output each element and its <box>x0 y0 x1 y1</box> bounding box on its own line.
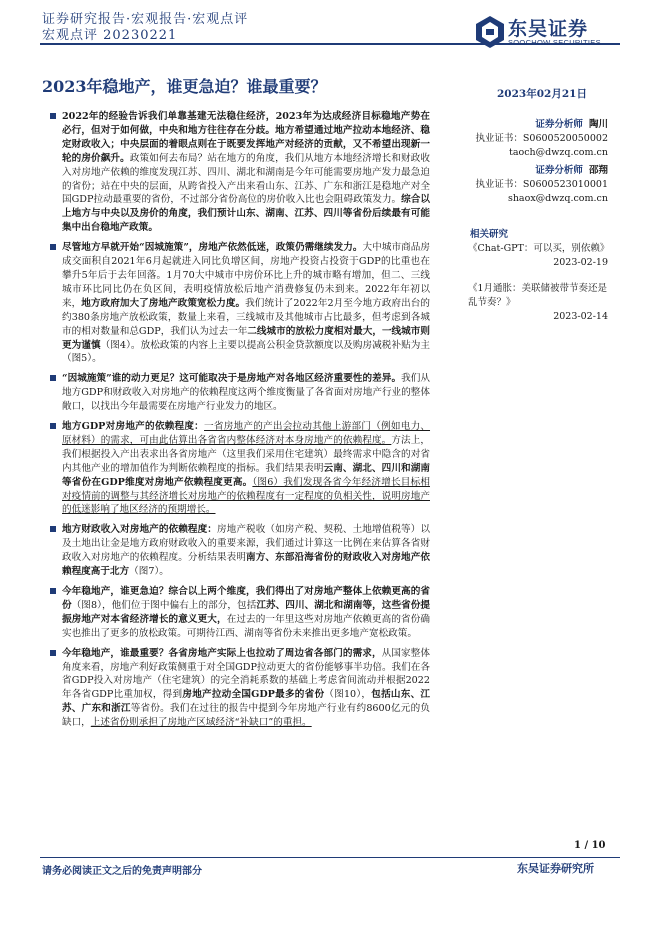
analyst-name: 陶川 <box>588 119 608 130</box>
paragraph-text: 我们从地方GDP和财政收入对房地产的依赖程度这两个维度衡量了各省面对房地产行业的整体敞口，以找出今年最需要在房地产行业发力的地区。 <box>62 373 430 413</box>
paragraph-text: 包括山东、江苏、广东和浙江 <box>62 689 431 715</box>
paragraph-text: 二线城市的放松力度相对最大，一线城市则更为谨慎 <box>62 325 430 351</box>
bullet-square-icon <box>50 526 56 532</box>
research-institute: 东吴证券研究所 <box>517 862 594 875</box>
paragraph-text: （图4）。放松政策的内容上主要以提高公积金贷款额度以及购房减税补贴为主（图5）。 <box>62 339 431 365</box>
report-body <box>62 110 430 736</box>
paragraph-text: 江苏、四川、湖北和湖南等，这些省份提振房地产对本省经济增长的意义更大， <box>62 599 430 625</box>
paragraph-text: 今年稳地产，谁更急迫？综合以上两个维度，我们得出了对房地产整体上依赖更高的省份 <box>62 586 430 611</box>
paragraph-text: 2022年的经验告诉我们单靠基建无法稳住经济，2023年为达成经济目标稳地产势在必行，但对于如何做，中央和地方往往存在分歧。地方希望通过地产拉动本地经济、稳定财政收入；中央层面的着眼点则在于既要发挥地产对经济的贡献，又不希望出现新一轮的房价飙升。 <box>62 111 430 164</box>
summary-paragraph <box>62 241 430 366</box>
paragraph-text: 地方政府加大了房地产政策宽松力度。 <box>81 297 246 309</box>
summary-paragraph <box>62 110 430 235</box>
report-date: 2023年02月21日 <box>497 88 587 100</box>
bullet-square-icon <box>50 375 56 381</box>
paragraph-text: （图6）我们发现各省今年经济增长目标相对疫情前的调整与其经济增长对房地产的依赖程度有一定程度的负相关性，说明房地产的低迷影响了地区经济的预期增长。 <box>62 476 430 516</box>
paragraph-text: 方法上，我们根据投入产出表求出各省房地产（这里我们采用住宅建筑）最终需求中隐含的对省内其他产业的增加值作为判断依赖程度的指标。我们结果表明 <box>62 434 431 474</box>
soochow-logo-icon <box>476 16 504 48</box>
paragraph-text: “因城施策”谁的动力更足？这可能取决于是房地产对各地区经济重要性的差异。 <box>62 373 402 385</box>
paragraph-text: 今年稳地产，谁最重要？各省房地产实际上也拉动了周边省各部门的需求， <box>62 647 382 659</box>
disclaimer-note: 请务必阅读正文之后的免责声明部分 <box>42 866 202 877</box>
bullet-square-icon <box>50 113 56 119</box>
analyst-name: 邵翔 <box>588 165 608 176</box>
paragraph-text: 云南、湖北、四川和湖南等省份在GDP维度对房地产依赖程度更高。 <box>62 462 431 488</box>
analyst-role: 证券分析师 <box>535 119 583 130</box>
paragraph-text: （图7）。 <box>129 566 169 578</box>
report-type: 宏观点评 20230221 <box>42 28 178 43</box>
related-item-date: 2023-02-14 <box>553 311 608 322</box>
paragraph-text: 在过去的一年里这些对房地产依赖更高的省份确实也推出了更多的放松政策。可期待江西、湖南等省份未来推出更多地产宽松政策。 <box>62 613 431 639</box>
paragraph-text: 房地产拉动全国GDP最多的省份 <box>182 689 325 701</box>
summary-paragraph <box>62 420 430 517</box>
paragraph-text: 上述省份则承担了房地产区域经济“补缺口”的重担。 <box>90 717 312 729</box>
summary-paragraph <box>62 585 430 641</box>
paragraph-text: 等省份。我们在过往的报告中提到今年房地产行业有约8600亿元的负缺口， <box>62 703 430 729</box>
related-item[interactable] <box>468 242 608 270</box>
related-research-title: 相关研究 <box>470 229 509 240</box>
brand-name-en: SOOCHOW SECURITIES <box>508 38 601 47</box>
page-title: 2023年稳地产，谁更急迫？谁最重要？ <box>42 77 327 96</box>
paragraph-text: （图10）， <box>324 689 372 701</box>
analyst-1 <box>470 118 608 160</box>
paragraph-text: 政策如何去布局？站在地方的角度，我们从地方本地经济增长和财政收入对房地产依赖的维度发现江苏、四川、湖北和湖南是今年可能需要房地产发力最急迫的省份；站在中央的层面，从跨省投入产出来看山东、江苏、广东和浙江是稳地产对全国GDP拉动最重要的省份，不过部分省份高位的房价收入比也会阻碍政策发力。 <box>62 152 431 206</box>
paragraph-text: 我们统计了2022年2月至今地方政府出台的约380条房地产放松政策，数量上来看，三线城市及其他城市占比最多，但考虑到各城市的相对数量和总GDP，我们认为过去一年 <box>62 297 430 337</box>
related-item[interactable] <box>468 282 608 324</box>
analyst-cert: 执业证书：S0600520050002 <box>475 133 608 144</box>
paragraph-text: （图8），他们位于图中偏右上的部分，包括 <box>71 599 257 611</box>
analyst-2 <box>470 164 608 206</box>
paragraph-text: 南方、东部沿海省份的财政收入对房地产依赖程度高于北方 <box>62 552 431 578</box>
related-item-title[interactable]: 《1月通胀：美联储被带节奏还是乱节奏？》 <box>468 283 608 308</box>
summary-paragraph <box>62 372 430 414</box>
brand-name-cn: 东吴证券 <box>508 18 589 40</box>
paragraph-text: 地方财政收入对房地产的依赖程度： <box>62 524 217 536</box>
paragraph-text: 从国家整体角度来看，房地产利好政策侧重于对全国GDP拉动更大的省份能够事半功倍。我们在各省GDP投入对房地产（住宅建筑）的完全消耗系数的基础上考虑省间流动并根据2022年各省GDP比重加权，得到 <box>62 647 431 701</box>
analyst-role: 证券分析师 <box>535 165 583 176</box>
summary-paragraph <box>62 647 430 730</box>
report-series: 证券研究报告·宏观报告·宏观点评 <box>42 12 249 27</box>
paragraph-text: 综合以上地方与中央以及房价的角度，我们预计山东、湖南、江苏、四川等省份后续最有可能集中出台稳地产政策。 <box>62 194 430 234</box>
bullet-square-icon <box>50 244 56 250</box>
page-number: 1 / 10 <box>574 840 606 851</box>
bullet-square-icon <box>50 588 56 594</box>
paragraph-text: 一省房地产的产出会拉动其他上游部门（例如电力、原材料）的需求，可由此估算出各省省内整体经济对本身房地产的依赖程度。 <box>62 421 431 446</box>
summary-paragraph <box>62 523 430 579</box>
analyst-email[interactable]: taoch@dwzq.com.cn <box>509 147 608 158</box>
paragraph-text: 地方GDP对房地产的依赖程度： <box>62 421 205 433</box>
related-item-date: 2023-02-19 <box>553 257 608 268</box>
analyst-cert: 执业证书：S0600523010001 <box>475 179 608 190</box>
related-item-title[interactable]: 《Chat-GPT：可以买，别依赖》 <box>468 243 610 254</box>
analyst-email[interactable]: shaox@dwzq.com.cn <box>507 193 608 204</box>
paragraph-text: 房地产税收（如房产税、契税、土地增值税等）以及土地出让金是地方政府财政收入的重要来源，我们通过计算这一比例在来估算各省财政收入对房地产的依赖程度。分析结果表明 <box>62 524 431 564</box>
bullet-square-icon <box>50 423 56 429</box>
paragraph-text: 尽管地方早就开始“因城施策”，房地产依然低迷，政策仍需继续发力。 <box>62 242 363 254</box>
footer-divider <box>40 857 620 858</box>
paragraph-text: 大中城市商品房成交面积自2021年6月起就进入同比负增区间，房地产投资占投资于GDP的比重也在攀升5年后于去年回落。1月70大中城市中房价环比上升的城市略有增加，但二、三线城市环比同比仍在负区间，表明疫情放松后地产消费修复仍未到来。2022年年初以来， <box>62 242 431 309</box>
bullet-square-icon <box>50 650 56 656</box>
